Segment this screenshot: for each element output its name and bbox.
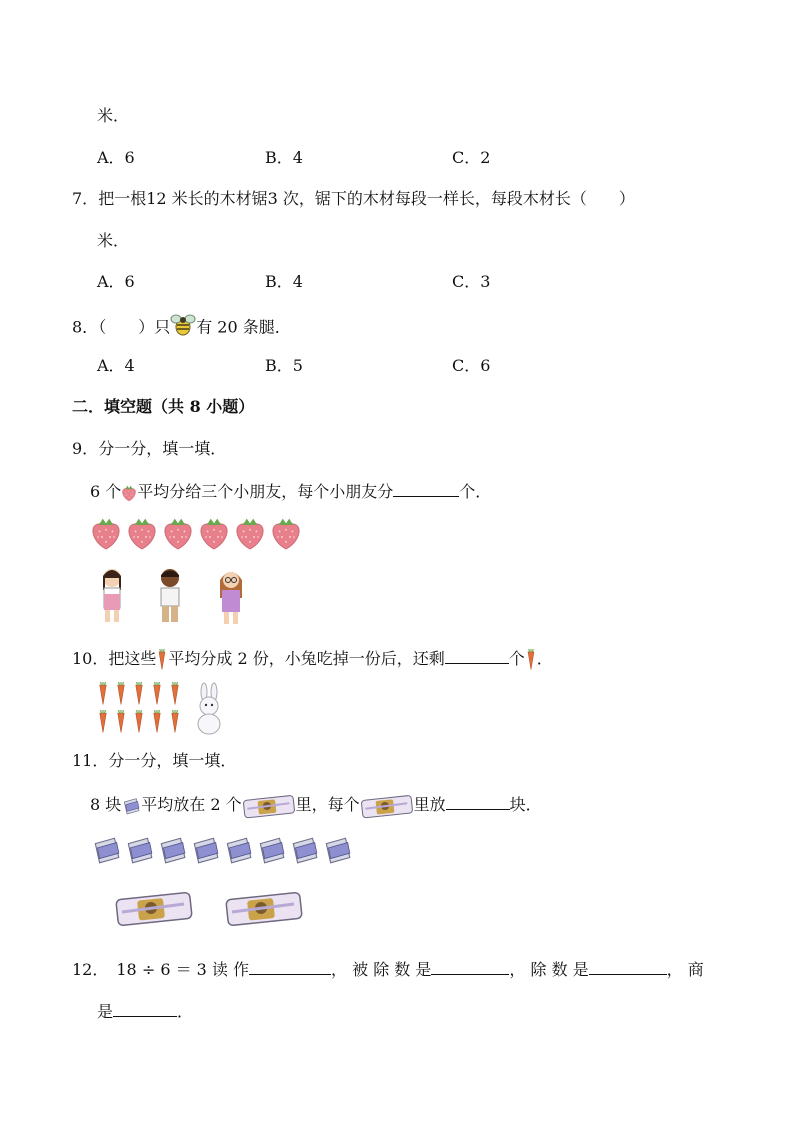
q10-illustration [92, 680, 242, 736]
q8-option-b: B．5 [265, 356, 303, 375]
q10-b: 平均分成 2 份，小兔吃掉一份后，还剩 [168, 649, 445, 668]
q12-f: ． [177, 1002, 194, 1021]
q12-dividend-blank[interactable] [431, 958, 509, 975]
q11-b: 平均放在 2 个 [141, 795, 242, 814]
q8-post: 有 20 条腿． [196, 317, 291, 337]
q8-paren: （ ） [98, 317, 155, 337]
q7-number: 7． [72, 189, 99, 208]
pencil-box-icon [242, 792, 296, 820]
q9-prompt [72, 438, 226, 460]
q11-answer-blank[interactable] [446, 793, 510, 810]
q10-c: 个 [508, 649, 525, 668]
q12-tail [97, 1000, 193, 1023]
q7-tail: 米． [97, 231, 130, 250]
q11-e: 块． [509, 795, 542, 814]
pencil-box-icon [360, 792, 414, 820]
q11-c: 里，每个 [295, 795, 360, 814]
q12-number: 12． [72, 960, 109, 979]
q11-body [90, 790, 542, 820]
eraser-row [95, 838, 349, 863]
carrot-icon [525, 649, 537, 671]
q12-stem [72, 958, 704, 981]
q10-d: ． [536, 649, 553, 668]
q6-tail: 米． [97, 106, 130, 125]
q8-option-c: C．6 [452, 356, 491, 375]
carrot-icon [156, 649, 168, 671]
q10-number: 10． [72, 649, 109, 668]
q6-option-b: B．4 [265, 148, 303, 167]
q11-prompt [72, 750, 236, 772]
strawberry-row [93, 519, 299, 549]
q11-illustration [90, 830, 352, 940]
eraser-icon [121, 795, 141, 817]
q7-option-b: B．4 [265, 272, 303, 291]
q7-option-a: A．6 [97, 272, 135, 291]
q9-a: 6 个 [90, 482, 122, 501]
q10-answer-blank[interactable] [445, 647, 509, 664]
section-title: 二．填空题（共 8 小题） [72, 397, 255, 416]
q6-option-a: A．6 [97, 148, 135, 167]
q9-body [90, 480, 491, 503]
q8-stem [72, 312, 291, 344]
q8-option-a: A．4 [97, 356, 135, 375]
q7-stem [72, 188, 635, 210]
q12-quotient-blank[interactable] [113, 1000, 177, 1017]
q11-number: 11． [72, 751, 109, 770]
q12-e: 是 [97, 1002, 114, 1021]
q12-read-blank[interactable] [249, 958, 331, 975]
q11-d: 里放 [413, 795, 446, 814]
q9-illustration [90, 512, 300, 632]
q7-text: 把一根12 米长的木材锯3 次，锯下的木材每段一样长，每段木材长（ ） [98, 189, 635, 208]
q11-a: 8 块 [90, 795, 122, 814]
q12-divisor-blank[interactable] [589, 958, 667, 975]
rabbit [198, 683, 220, 734]
q12-d: ， 商 [666, 960, 704, 979]
q8-pre: 只 [154, 317, 171, 337]
strawberry-icon [121, 484, 137, 502]
q12-a: 18 ÷ 6 ＝ 3 读 作 [116, 960, 250, 979]
q12-b: ， 被 除 数 是 [331, 960, 432, 979]
q9-b: 平均分给三个小朋友，每个小朋友分 [137, 482, 394, 501]
q9-c: 个． [459, 482, 492, 501]
pencil-box-row [116, 892, 302, 926]
q9-prompt-text: 分一分，填一填． [98, 439, 227, 458]
q7-option-c: C．3 [452, 272, 491, 291]
q12-c: ， 除 数 是 [509, 960, 589, 979]
q9-answer-blank[interactable] [393, 480, 459, 497]
carrot-group [100, 682, 178, 732]
q10-a: 把这些 [108, 649, 157, 668]
q10-stem [72, 647, 553, 671]
q8-number: 8． [72, 317, 99, 337]
q6-option-c: C．2 [452, 148, 491, 167]
q9-number: 9． [72, 439, 99, 458]
bee-icon [170, 312, 196, 344]
q11-prompt-text: 分一分，填一填． [108, 751, 237, 770]
